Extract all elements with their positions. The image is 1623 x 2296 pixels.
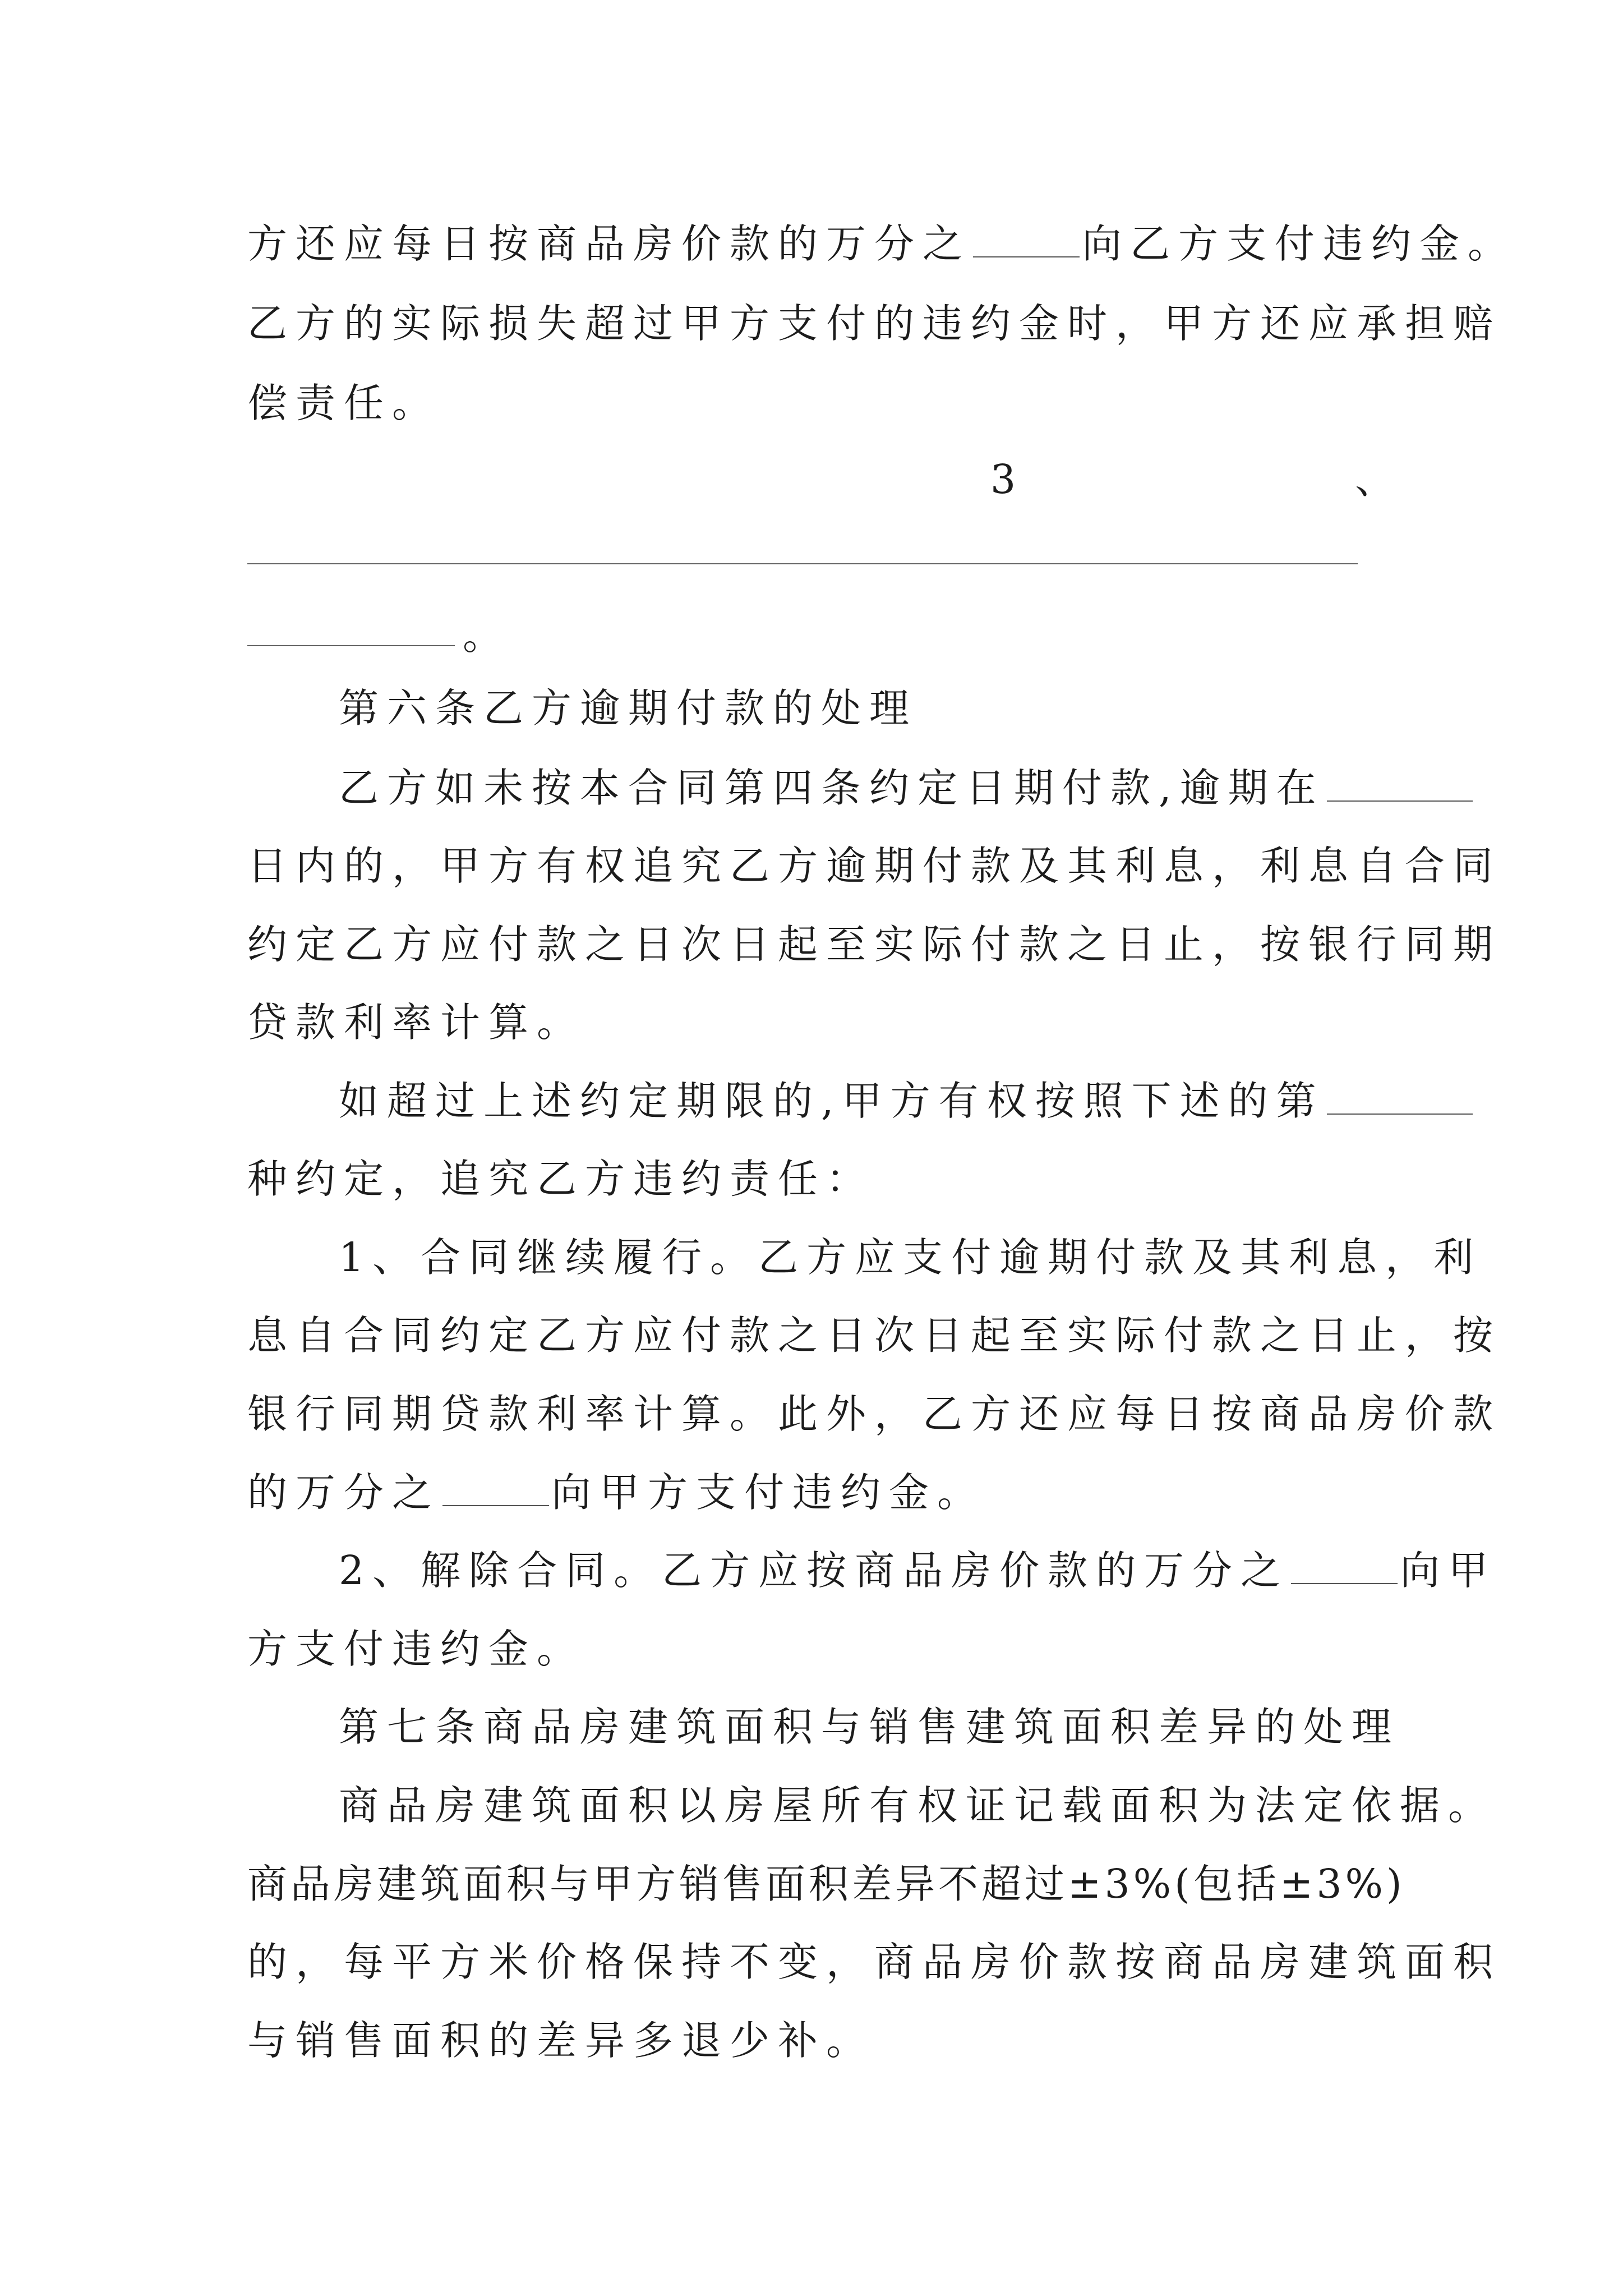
text-segment: 向甲 xyxy=(1400,1547,1497,1594)
item-number: 3 xyxy=(990,456,1016,503)
text-line xyxy=(339,1543,1496,1599)
text-segment: 向乙方支付违约金。 xyxy=(1082,220,1516,267)
text-line: 银行同期贷款利率计算。此外，乙方还应每日按商品房价款 xyxy=(247,1391,1502,1437)
text-line: 贷款利率计算。 xyxy=(247,999,585,1046)
fill-blank xyxy=(973,224,1080,257)
text-segment: 向甲方支付违约金。 xyxy=(551,1469,986,1516)
fill-blank xyxy=(1327,768,1473,802)
text-segment: 2、解除合同。乙方应按商品房价款的万分之 xyxy=(339,1547,1289,1594)
fill-blank-line xyxy=(247,645,455,646)
text-line: 1、合同继续履行。乙方应支付逾期付款及其利息，利 xyxy=(339,1234,1482,1281)
article-7-title: 第七条商品房建筑面积与销售建筑面积差异的处理 xyxy=(339,1704,1400,1750)
text-line xyxy=(339,1073,1475,1129)
item-separator: 、 xyxy=(1355,456,1395,503)
article-6-title: 第六条乙方逾期付款的处理 xyxy=(339,685,918,731)
text-segment: 如超过上述约定期限的,甲方有权按照下述的第 xyxy=(339,1078,1325,1124)
text-segment: 乙方如未按本合同第四条约定日期付款,逾期在 xyxy=(339,765,1325,811)
fill-blank xyxy=(1291,1550,1398,1584)
text-line xyxy=(339,760,1475,816)
line-end-mark: 。 xyxy=(463,612,503,659)
text-line: 商品房建筑面积与甲方销售面积差异不超过±3%(包括±3%) xyxy=(247,1861,1405,1907)
text-line: 与销售面积的差异多退少补。 xyxy=(247,2017,875,2064)
text-line xyxy=(247,1465,985,1521)
text-line: 的，每平方米价格保持不变，商品房价款按商品房建筑面积 xyxy=(247,1939,1502,1985)
text-line: 种约定，追究乙方违约责任： xyxy=(247,1156,875,1202)
fill-blank xyxy=(1327,1081,1473,1115)
fill-blank-line xyxy=(247,563,1358,564)
text-line: 乙方的实际损失超过甲方支付的违约金时，甲方还应承担赔 xyxy=(247,300,1502,347)
text-segment: 方还应每日按商品房价款的万分之 xyxy=(247,220,971,267)
text-line: 商品房建筑面积以房屋所有权证记载面积为法定依据。 xyxy=(339,1782,1497,1829)
text-segment: 的万分之 xyxy=(247,1469,441,1516)
text-line: 息自合同约定乙方应付款之日次日起至实际付款之日止，按 xyxy=(247,1312,1502,1359)
text-line: 约定乙方应付款之日次日起至实际付款之日止，按银行同期 xyxy=(247,921,1502,968)
text-line: 偿责任。 xyxy=(247,380,441,426)
text-line xyxy=(247,216,1516,272)
text-line: 方支付违约金。 xyxy=(247,1626,585,1672)
fill-blank xyxy=(442,1473,549,1506)
text-line: 日内的，甲方有权追究乙方逾期付款及其利息，利息自合同 xyxy=(247,843,1502,889)
